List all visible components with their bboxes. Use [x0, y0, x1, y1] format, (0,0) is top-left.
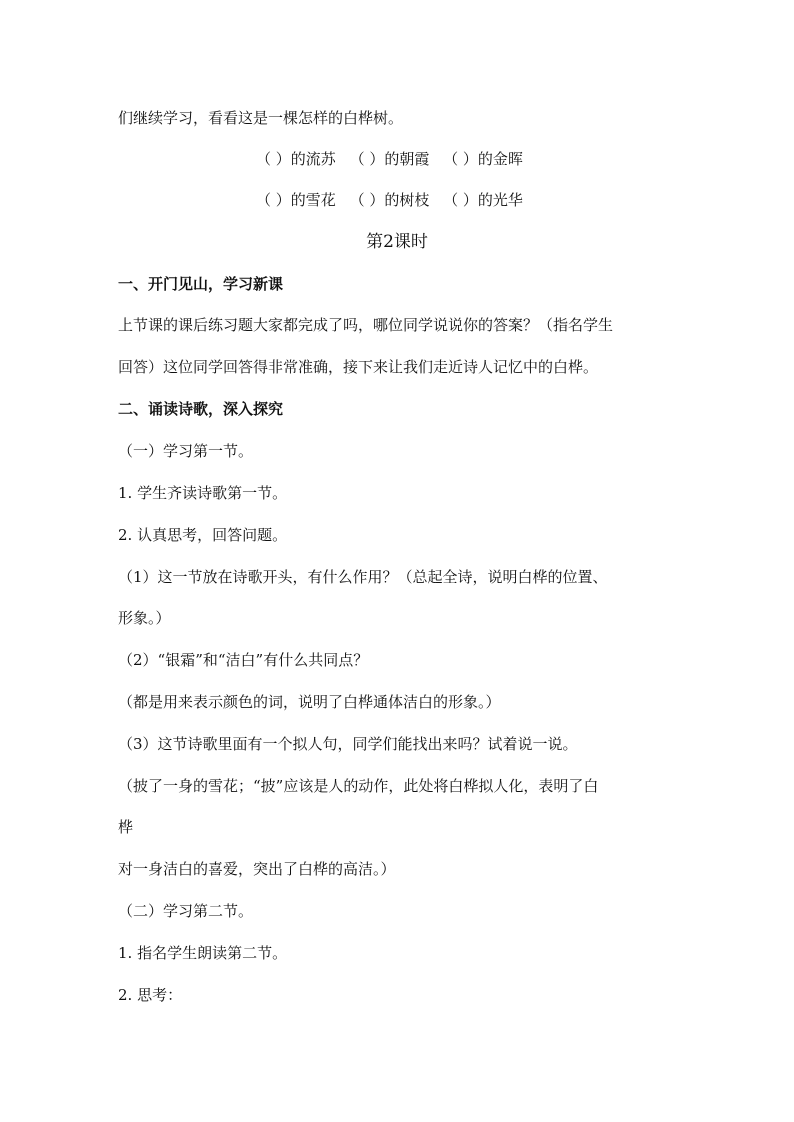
question-line: 形象。） [118, 609, 171, 627]
section-2-heading: 二、诵读诗歌，深入探究 [118, 400, 284, 418]
list-item: 1. 学生齐读诗歌第一节。 [118, 484, 288, 502]
answer-line: 对一身洁白的喜爱，突出了白桦的高洁。） [118, 860, 396, 878]
lesson-title: 第2课时 [366, 232, 428, 252]
fill-blank-item: （ ）的光华 [443, 191, 523, 209]
fill-blank-item: （ ）的朝霞 [349, 150, 430, 168]
fill-blank-item: （ ）的流苏 [256, 150, 336, 168]
list-item: 2. 认真思考，回答问题。 [118, 526, 288, 544]
fill-blank-row-2 [256, 190, 523, 210]
part-heading: （二）学习第二节。 [118, 902, 254, 920]
list-item: 2. 思考： [118, 986, 183, 1004]
section-1-heading: 一、开门见山，学习新课 [118, 275, 284, 293]
paragraph-line: 上节课的课后练习题大家都完成了吗，哪位同学说说你的答案？（指名学生 [118, 316, 614, 334]
intro-line: 们继续学习，看看这是一棵怎样的白桦树。 [118, 109, 404, 127]
answer-line: （都是用来表示颜色的词，说明了白桦通体洁白的形象。） [118, 693, 501, 711]
fill-blank-item: （ ）的雪花 [256, 191, 336, 209]
fill-blank-row-1 [256, 149, 523, 169]
part-heading: （一）学习第一节。 [118, 442, 254, 460]
question-line: （3）这节诗歌里面有一个拟人句，同学们能找出来吗？试着说一说。 [118, 735, 578, 753]
fill-blank-item: （ ）的树枝 [349, 191, 430, 209]
fill-blank-item: （ ）的金晖 [443, 150, 523, 168]
question-line: （2）“银霜”和“洁白”有什么共同点？ [118, 651, 369, 669]
answer-line: （披了一身的雪花；“披”应该是人的动作，此处将白桦拟人化，表明了白 [118, 777, 599, 795]
answer-line: 桦 [118, 818, 134, 836]
question-line: （1）这一节放在诗歌开头，有什么作用？（总起全诗，说明白桦的位置、 [118, 568, 608, 586]
list-item: 1. 指名学生朗读第二节。 [118, 944, 288, 962]
paragraph-line: 回答）这位同学回答得非常准确，接下来让我们走近诗人记忆中的白桦。 [118, 358, 599, 376]
